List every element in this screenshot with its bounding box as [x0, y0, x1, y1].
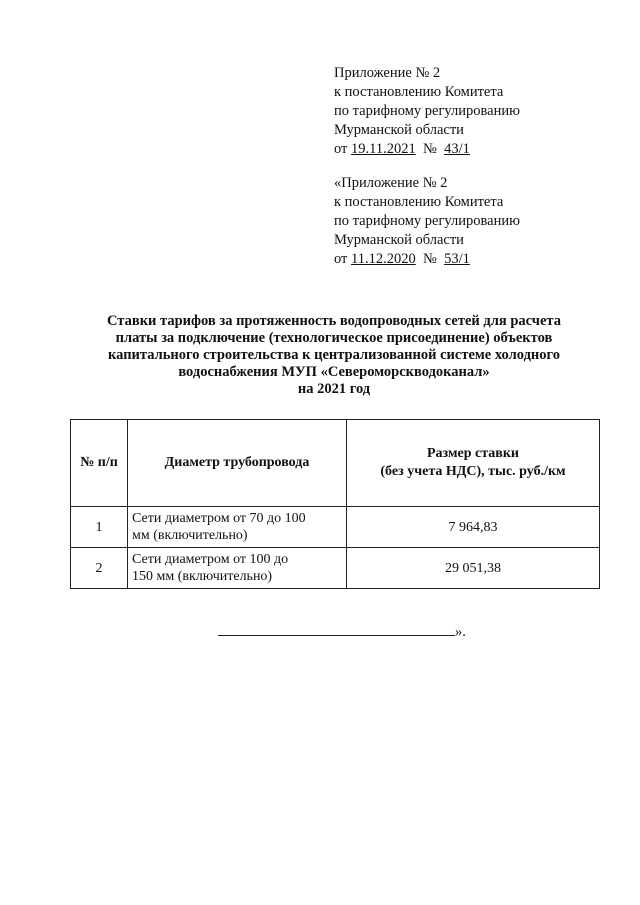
title-year: на 2021 год [297, 381, 371, 397]
annex-line: «Приложение № 2 [334, 175, 448, 191]
annex-date-line [334, 250, 520, 269]
date-prefix: от [334, 141, 348, 157]
title-line: Ставки тарифов за протяженность водопроводных сетей для расчета [107, 313, 561, 329]
closing-line [218, 621, 466, 641]
title-line: капитального строительства к централизованной системе холодного [108, 347, 560, 363]
number-sign: № [423, 251, 437, 267]
annex-line: к постановлению Комитета [334, 194, 504, 210]
annex-line: по тарифному регулированию [334, 213, 520, 229]
title-line: водоснабжения МУП «Североморскводоканал» [178, 364, 490, 380]
signature-rule [218, 621, 455, 636]
header-num: № п/п [71, 420, 128, 507]
decree-date: 19.11.2021 [351, 141, 416, 157]
row-name-line1: Сети диаметром от 70 до 100 [132, 511, 306, 526]
header-rate-line1: Размер ставки [427, 446, 519, 461]
closing-quote: ». [455, 624, 466, 640]
annex-date-line [334, 140, 520, 159]
number-sign: № [423, 141, 437, 157]
row-name-line2: 150 мм (включительно) [132, 569, 273, 584]
table-row [71, 548, 600, 589]
row-name-line1: Сети диаметром от 100 до [132, 552, 289, 567]
annex-header-current [334, 64, 520, 159]
decree-number: 43/1 [444, 141, 470, 157]
row-name-line2: мм (включительно) [132, 528, 248, 543]
decree-date: 11.12.2020 [351, 251, 416, 267]
row-num: 2 [71, 548, 128, 589]
header-diameter: Диаметр трубопровода [128, 420, 347, 507]
annex-line: Мурманской области [334, 232, 464, 248]
row-name [128, 548, 347, 589]
annex-line: к постановлению Комитета [334, 84, 504, 100]
document-title [60, 313, 608, 398]
tariff-rates-table [70, 419, 600, 589]
header-rate [347, 420, 600, 507]
row-value: 29 051,38 [347, 548, 600, 589]
decree-number: 53/1 [444, 251, 470, 267]
title-line: платы за подключение (технологическое присоединение) объектов [115, 330, 553, 346]
row-name [128, 507, 347, 548]
table-row [71, 507, 600, 548]
header-rate-line2: (без учета НДС), тыс. руб./км [380, 464, 566, 479]
date-prefix: от [334, 251, 348, 267]
table-header-row [71, 420, 600, 507]
annex-header-previous [334, 174, 520, 269]
row-value: 7 964,83 [347, 507, 600, 548]
annex-line: Мурманской области [334, 122, 464, 138]
annex-line: по тарифному регулированию [334, 103, 520, 119]
annex-line: Приложение № 2 [334, 65, 441, 81]
row-num: 1 [71, 507, 128, 548]
